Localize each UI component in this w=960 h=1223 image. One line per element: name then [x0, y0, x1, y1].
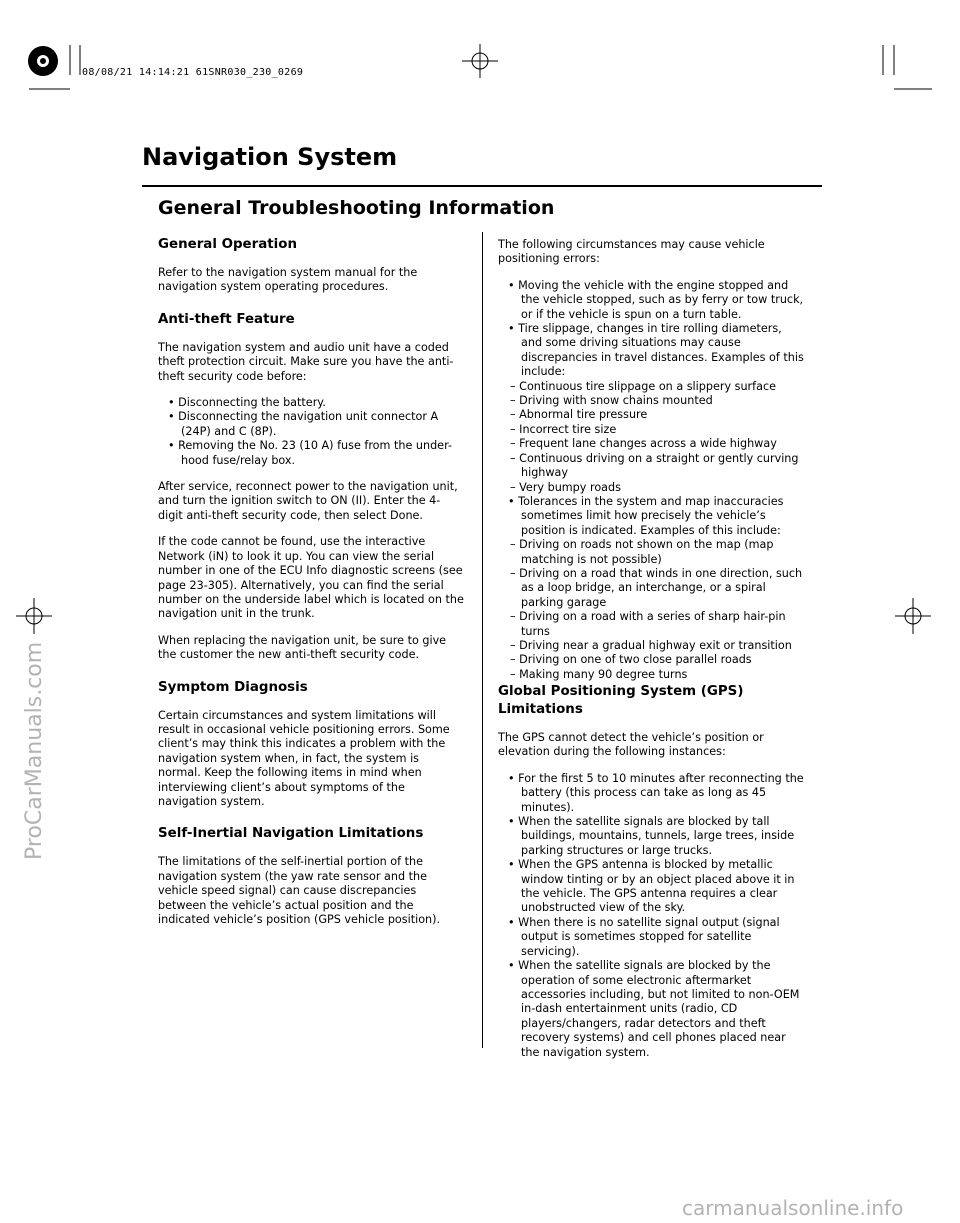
- sub-list-item: – Frequent lane changes across a wide highway: [510, 437, 777, 451]
- list-item: • Moving the vehicle with the engine stopped and the vehicle stopped, such as by ferry or tow truck, or if the vehicle is spun on a turn table.: [508, 278, 804, 321]
- self-inertial-text: The limitations of the self-inertial portion of the navigation system (the yaw rate sensor and the vehicle speed signal) can cause discrepancies between the vehicle’s actual position and the indicated vehicle’s position (GPS vehicle position).: [158, 855, 441, 926]
- anti-theft-list: [158, 396, 464, 468]
- sub-list-item: – Abnormal tire pressure: [510, 408, 648, 422]
- list-item: • Removing the No. 23 (10 A) fuse from the under-hood fuse/relay box.: [168, 439, 452, 467]
- anti-theft-heading: Anti-theft Feature: [158, 311, 295, 327]
- sub-list-item: – Driving with snow chains mounted: [510, 394, 713, 408]
- title-divider: [142, 185, 822, 187]
- list-item: • Disconnecting the battery.: [168, 396, 326, 410]
- self-inertial-heading: Self-Inertial Navigation Limitations: [158, 826, 424, 842]
- left-column: [158, 236, 464, 927]
- list-item: • Disconnecting the navigation unit connector A (24P) and C (8P).: [168, 410, 439, 438]
- anti-theft-intro: The navigation system and audio unit have a coded theft protection circuit. Make sure you have the anti-theft security code before:: [158, 340, 454, 383]
- section-title: General Troubleshooting Information: [158, 197, 555, 219]
- sub-list-item: – Driving near a gradual highway exit or transition: [510, 638, 792, 652]
- list-item: • When the satellite signals are blocked by the operation of some electronic aftermarket accessories including, but not limited to non-OEM in-dash entertainment units (radio, CD players/changers, radar detectors and theft recovery systems) and cell phones placed near the navigation system.: [508, 959, 800, 1059]
- anti-theft-paragraph: When replacing the navigation unit, be sure to give the customer the new anti-theft security code.: [158, 633, 447, 662]
- list-item: • When the GPS antenna is blocked by metallic window tinting or by an object placed above it in the vehicle. The GPS antenna requires a clear unobstructed view of the sky.: [508, 858, 795, 915]
- side-watermark: ProCarManuals.com: [22, 641, 47, 860]
- gps-section: [498, 683, 804, 1060]
- list-item: • Tire slippage, changes in tire rolling diameters, and some driving situations may cause discrepancies in travel distances. Examples of this include:: [508, 322, 804, 379]
- gps-limitations-heading: Global Positioning System (GPS) Limitations: [498, 684, 744, 717]
- list-item: • For the first 5 to 10 minutes after reconnecting the battery (this process can take as long as 45 minutes).: [508, 771, 804, 814]
- sub-list-item: – Driving on roads not shown on the map (map matching is not possible): [510, 538, 774, 566]
- anti-theft-paragraph: After service, reconnect power to the navigation unit, and turn the ignition switch to ON (II). Enter the 4-digit anti-theft security code, then select Done.: [158, 480, 458, 522]
- sub-list-item: – Very bumpy roads: [510, 480, 621, 494]
- sub-list-item: – Driving on a road that winds in one direction, such as a loop bridge, an interchange, or a spiral parking garage: [510, 566, 803, 609]
- page-title: Navigation System: [142, 143, 398, 171]
- list-item: • When there is no satellite signal output (signal output is sometimes stopped for satellite servicing).: [508, 915, 780, 958]
- sub-list-item: – Incorrect tire size: [510, 422, 617, 436]
- sub-list-item: – Making many 90 degree turns: [510, 667, 688, 681]
- sub-list-item: – Driving on a road with a series of sharp hair-pin turns: [510, 610, 786, 638]
- general-operation-text: Refer to the navigation system manual for the navigation system operating procedures.: [158, 266, 418, 294]
- symptom-diagnosis-text: Certain circumstances and system limitations will result in occasional vehicle positioning errors. Some client’s may think this indicates a problem with the navigation system when, in fact, the system is normal. Keep the following items in mind when interviewing client’s about symptoms of the navigation system.: [158, 708, 450, 808]
- list-item: • When the satellite signals are blocked by tall buildings, mountains, tunnels, large trees, inside parking structures or large trucks.: [508, 815, 795, 857]
- positioning-errors-intro: The following circumstances may cause vehicle positioning errors:: [498, 238, 765, 266]
- symptom-diagnosis-heading: Symptom Diagnosis: [158, 679, 308, 695]
- list-item: • Tolerances in the system and map inaccuracies sometimes limit how precisely the vehicle’s position is indicated. Examples of this include:: [508, 494, 784, 537]
- sub-list-item: – Continuous driving on a straight or gently curving highway: [510, 451, 799, 480]
- anti-theft-paragraph: If the code cannot be found, use the interactive Network (iN) to look it up. You can view the serial number in one of the ECU Info diagnostic screens (see page 23-305). Alternatively, you can find the serial number on the underside label which is located on the navigation unit in the trunk.: [158, 535, 464, 621]
- column-divider: [482, 232, 483, 1048]
- sub-list-item: – Continuous tire slippage on a slippery surface: [510, 379, 776, 393]
- right-column: [498, 238, 804, 682]
- print-stamp: 08/08/21 14:14:21 61SNR030_230_0269: [82, 67, 304, 78]
- sub-list-item: – Driving on one of two close parallel roads: [510, 653, 752, 667]
- bottom-watermark: carmanualsonline.info: [682, 1196, 904, 1220]
- gps-limitations-list: [498, 772, 804, 1060]
- positioning-errors-list: [498, 279, 804, 682]
- gps-limitations-intro: The GPS cannot detect the vehicle’s position or elevation during the following instances:: [498, 731, 764, 759]
- general-operation-heading: General Operation: [158, 237, 297, 252]
